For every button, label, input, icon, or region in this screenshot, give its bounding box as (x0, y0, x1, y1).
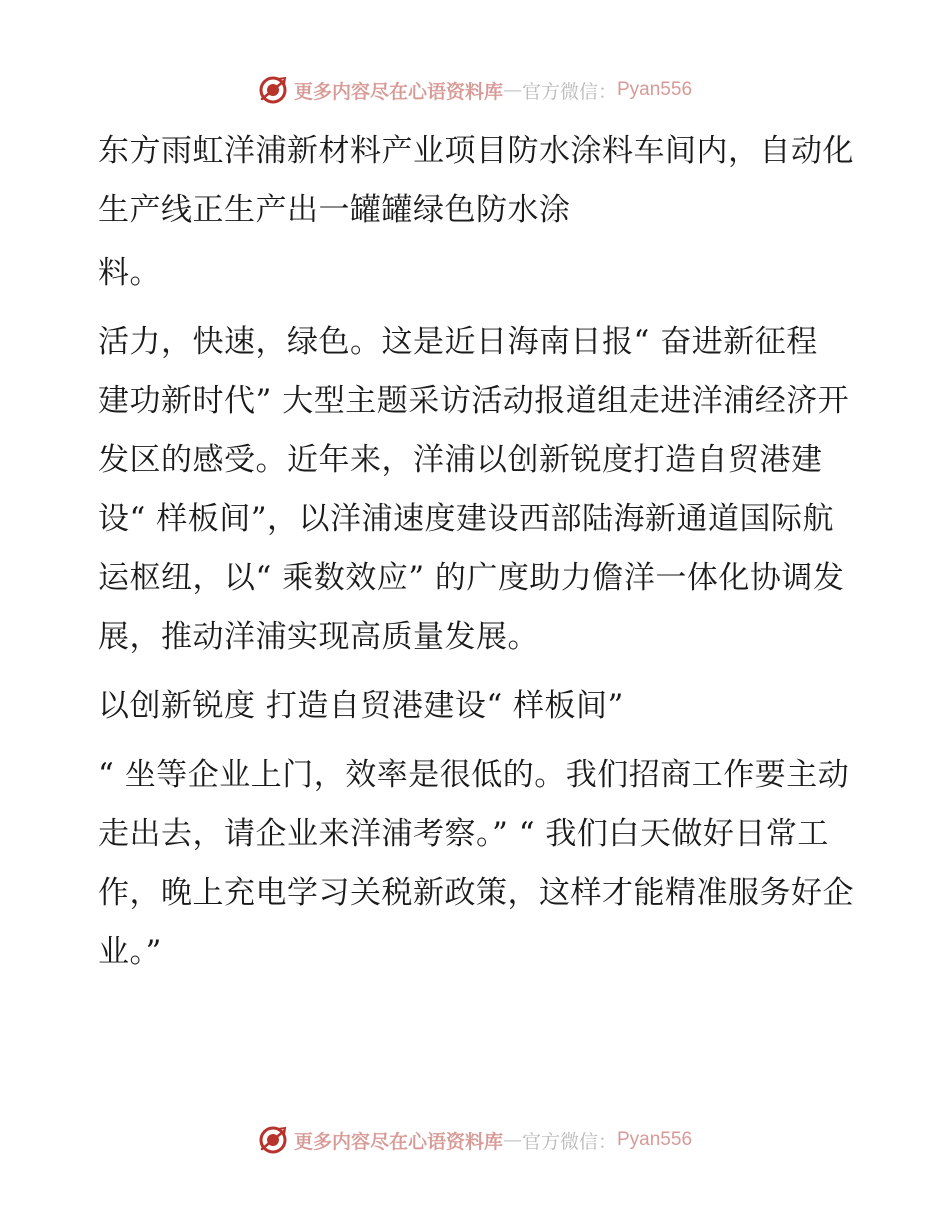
logo-icon (258, 75, 288, 105)
logo-icon (258, 1125, 288, 1155)
section-heading: 以创新锐度 打造自贸港建设“ 样板间” (98, 688, 624, 724)
footer-wechat-label: 官方微信： (521, 1130, 617, 1153)
footer-dash: — (502, 1129, 522, 1151)
document-body (98, 122, 858, 992)
footer-site-text: 更多内容尽在心语资料库 (293, 1130, 503, 1153)
paragraph-4: “ 坐等企业上门，效率是很低的。我们招商工作要主动走出去，请企业来洋浦考察。” “ 我们白天做好日常工作，晚上充电学习关税新政策，这样才能精准服务好企业。” (98, 757, 854, 970)
banner-site-text: 更多内容尽在心语资料库 (293, 80, 503, 103)
paragraph-3: 活力，快速，绿色。这是近日海南日报“ 奋进新征程 建功新时代” 大型主题采访活动报道组走进洋浦经济开发区的感受。近年来，洋浦以创新锐度打造自贸港建设“ 样板间”，以洋浦速度建设西部陆海新通道国际航运枢纽，以“ 乘数效应” 的广度助力儋洋一体化协调发展，推动洋浦实现高质量发展。 (98, 324, 850, 655)
footer-wechat-id: Pyan556 (617, 1129, 693, 1150)
footer-banner (0, 1120, 950, 1160)
header-banner (0, 70, 950, 110)
banner-wechat-label: 官方微信： (521, 80, 617, 103)
paragraph-2: 料。 (98, 255, 161, 291)
banner-dash: — (502, 79, 522, 101)
banner-wechat-id: Pyan556 (617, 79, 693, 100)
paragraph-1: 东方雨虹洋浦新材料产业项目防水涂料车间内，自动化生产线正生产出一罐罐绿色防水涂 (98, 133, 854, 228)
